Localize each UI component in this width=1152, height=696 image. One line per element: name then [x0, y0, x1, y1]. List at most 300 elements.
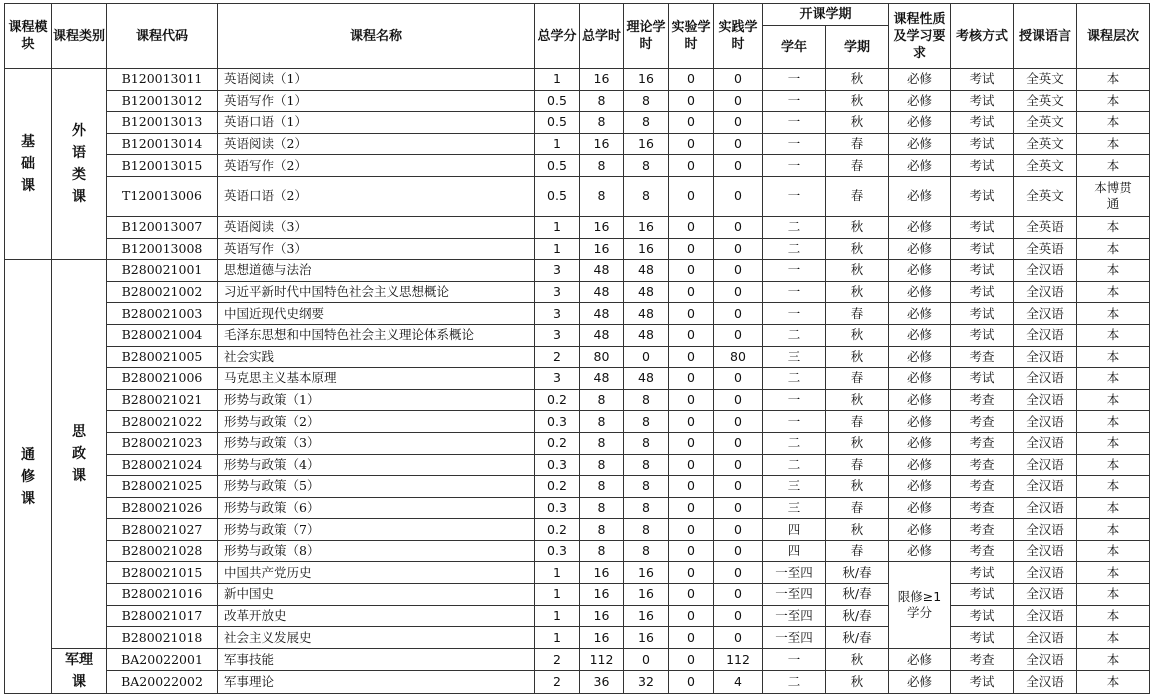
lab-hours: 0	[669, 281, 714, 303]
assessment-method: 考查	[951, 519, 1014, 541]
module-cell: 基础课	[5, 69, 52, 260]
course-name: 新中国史	[218, 584, 535, 606]
assessment-method: 考试	[951, 281, 1014, 303]
total-hours: 16	[580, 238, 624, 260]
course-level: 本	[1077, 411, 1150, 433]
teaching-language: 全汉语	[1014, 454, 1077, 476]
assessment-method: 考查	[951, 454, 1014, 476]
assessment-method: 考试	[951, 671, 1014, 694]
assessment-method: 考查	[951, 346, 1014, 368]
course-name: 形势与政策（6）	[218, 497, 535, 519]
course-level: 本	[1077, 389, 1150, 411]
course-name: 形势与政策（4）	[218, 454, 535, 476]
lab-hours: 0	[669, 454, 714, 476]
lab-hours: 0	[669, 627, 714, 649]
theory-hours: 8	[624, 155, 669, 177]
theory-hours: 16	[624, 238, 669, 260]
table-row	[5, 346, 1150, 368]
teaching-language: 全汉语	[1014, 540, 1077, 562]
table-row	[5, 216, 1150, 238]
term-year: 四	[763, 540, 826, 562]
course-code: T120013006	[107, 176, 218, 216]
term-year: 二	[763, 454, 826, 476]
course-code: B280021021	[107, 389, 218, 411]
table-row	[5, 133, 1150, 155]
term-year: 一至四	[763, 562, 826, 584]
credits: 1	[535, 133, 580, 155]
assessment-method: 考试	[951, 368, 1014, 390]
term-semester: 春	[826, 454, 889, 476]
course-nature: 必修	[889, 368, 951, 390]
practice-hours: 0	[714, 238, 763, 260]
practice-hours: 0	[714, 281, 763, 303]
course-nature: 必修	[889, 216, 951, 238]
teaching-language: 全汉语	[1014, 324, 1077, 346]
table-row	[5, 238, 1150, 260]
course-nature: 必修	[889, 324, 951, 346]
course-level: 本	[1077, 281, 1150, 303]
assessment-method: 考查	[951, 476, 1014, 498]
practice-hours: 4	[714, 671, 763, 694]
assessment-method: 考试	[951, 260, 1014, 282]
term-semester: 秋	[826, 519, 889, 541]
total-hours: 8	[580, 540, 624, 562]
practice-hours: 0	[714, 432, 763, 454]
practice-hours: 0	[714, 497, 763, 519]
total-hours: 8	[580, 90, 624, 112]
course-level: 本	[1077, 519, 1150, 541]
term-semester: 秋	[826, 648, 889, 671]
header-total-hours: 总学时	[580, 4, 624, 69]
term-year: 一至四	[763, 627, 826, 649]
course-nature: 必修	[889, 346, 951, 368]
teaching-language: 全英语	[1014, 216, 1077, 238]
course-level: 本博贯通	[1077, 176, 1150, 216]
credits: 1	[535, 238, 580, 260]
course-code: B280021024	[107, 454, 218, 476]
table-row	[5, 519, 1150, 541]
table-row	[5, 648, 1150, 671]
course-code: B120013011	[107, 69, 218, 91]
practice-hours: 0	[714, 519, 763, 541]
course-level: 本	[1077, 69, 1150, 91]
total-hours: 8	[580, 176, 624, 216]
course-level: 本	[1077, 112, 1150, 134]
course-nature: 必修	[889, 411, 951, 433]
credits: 1	[535, 605, 580, 627]
header-level: 课程层次	[1077, 4, 1150, 69]
course-name: 英语阅读（1）	[218, 69, 535, 91]
credits: 1	[535, 562, 580, 584]
lab-hours: 0	[669, 346, 714, 368]
assessment-method: 考试	[951, 238, 1014, 260]
total-hours: 36	[580, 671, 624, 694]
course-code: B280021006	[107, 368, 218, 390]
total-hours: 112	[580, 648, 624, 671]
total-hours: 16	[580, 69, 624, 91]
credits: 3	[535, 281, 580, 303]
course-nature: 必修	[889, 133, 951, 155]
term-year: 一	[763, 155, 826, 177]
lab-hours: 0	[669, 260, 714, 282]
course-level: 本	[1077, 562, 1150, 584]
assessment-method: 考试	[951, 90, 1014, 112]
course-level: 本	[1077, 540, 1150, 562]
teaching-language: 全汉语	[1014, 476, 1077, 498]
credits: 1	[535, 627, 580, 649]
assessment-method: 考查	[951, 540, 1014, 562]
teaching-language: 全汉语	[1014, 260, 1077, 282]
practice-hours: 0	[714, 324, 763, 346]
credits: 0.2	[535, 519, 580, 541]
course-name: 改革开放史	[218, 605, 535, 627]
total-hours: 16	[580, 627, 624, 649]
credits: 0.5	[535, 155, 580, 177]
lab-hours: 0	[669, 303, 714, 325]
term-year: 一	[763, 112, 826, 134]
credits: 2	[535, 671, 580, 694]
category-cell: 思政课	[52, 260, 107, 649]
header-code: 课程代码	[107, 4, 218, 69]
assessment-method: 考查	[951, 411, 1014, 433]
assessment-method: 考试	[951, 216, 1014, 238]
practice-hours: 0	[714, 454, 763, 476]
course-name: 社会实践	[218, 346, 535, 368]
course-nature: 必修	[889, 519, 951, 541]
lab-hours: 0	[669, 324, 714, 346]
lab-hours: 0	[669, 133, 714, 155]
total-hours: 16	[580, 562, 624, 584]
term-year: 一至四	[763, 605, 826, 627]
term-year: 三	[763, 476, 826, 498]
practice-hours: 112	[714, 648, 763, 671]
course-level: 本	[1077, 605, 1150, 627]
total-hours: 8	[580, 389, 624, 411]
practice-hours: 0	[714, 303, 763, 325]
term-year: 一	[763, 281, 826, 303]
theory-hours: 32	[624, 671, 669, 694]
assessment-method: 考查	[951, 648, 1014, 671]
total-hours: 48	[580, 260, 624, 282]
table-row	[5, 671, 1150, 694]
course-name: 英语写作（3）	[218, 238, 535, 260]
term-year: 一	[763, 260, 826, 282]
theory-hours: 8	[624, 389, 669, 411]
course-nature: 必修	[889, 648, 951, 671]
category-cell: 军理课	[52, 648, 107, 693]
lab-hours: 0	[669, 432, 714, 454]
course-level: 本	[1077, 368, 1150, 390]
total-hours: 48	[580, 281, 624, 303]
term-year: 三	[763, 346, 826, 368]
course-nature: 必修	[889, 389, 951, 411]
course-code: B120013015	[107, 155, 218, 177]
teaching-language: 全汉语	[1014, 432, 1077, 454]
lab-hours: 0	[669, 671, 714, 694]
theory-hours: 48	[624, 281, 669, 303]
course-level: 本	[1077, 238, 1150, 260]
teaching-language: 全汉语	[1014, 281, 1077, 303]
table-row	[5, 176, 1150, 216]
term-year: 一	[763, 69, 826, 91]
term-semester: 春	[826, 540, 889, 562]
course-code: B280021002	[107, 281, 218, 303]
term-year: 一	[763, 648, 826, 671]
credits: 1	[535, 69, 580, 91]
table-row	[5, 432, 1150, 454]
total-hours: 16	[580, 216, 624, 238]
lab-hours: 0	[669, 238, 714, 260]
total-hours: 8	[580, 112, 624, 134]
course-name: 英语口语（2）	[218, 176, 535, 216]
teaching-language: 全英文	[1014, 112, 1077, 134]
total-hours: 48	[580, 303, 624, 325]
lab-hours: 0	[669, 497, 714, 519]
teaching-language: 全英语	[1014, 238, 1077, 260]
theory-hours: 8	[624, 90, 669, 112]
theory-hours: 48	[624, 303, 669, 325]
course-name: 形势与政策（5）	[218, 476, 535, 498]
assessment-method: 考试	[951, 69, 1014, 91]
lab-hours: 0	[669, 112, 714, 134]
practice-hours: 0	[714, 112, 763, 134]
course-code: B280021017	[107, 605, 218, 627]
course-name: 社会主义发展史	[218, 627, 535, 649]
term-year: 二	[763, 368, 826, 390]
course-name: 英语写作（1）	[218, 90, 535, 112]
theory-hours: 16	[624, 133, 669, 155]
theory-hours: 16	[624, 69, 669, 91]
header-lab-hours: 实验学时	[669, 4, 714, 69]
table-row	[5, 540, 1150, 562]
assessment-method: 考试	[951, 627, 1014, 649]
course-code: B280021025	[107, 476, 218, 498]
course-level: 本	[1077, 260, 1150, 282]
total-hours: 8	[580, 432, 624, 454]
table-row	[5, 155, 1150, 177]
practice-hours: 0	[714, 562, 763, 584]
theory-hours: 8	[624, 476, 669, 498]
assessment-method: 考试	[951, 562, 1014, 584]
theory-hours: 8	[624, 112, 669, 134]
table-row	[5, 454, 1150, 476]
header-term: 开课学期	[763, 4, 889, 26]
theory-hours: 8	[624, 519, 669, 541]
lab-hours: 0	[669, 90, 714, 112]
course-nature: 必修	[889, 540, 951, 562]
total-hours: 8	[580, 476, 624, 498]
table-row	[5, 90, 1150, 112]
course-name: 形势与政策（7）	[218, 519, 535, 541]
term-semester: 秋	[826, 324, 889, 346]
teaching-language: 全英文	[1014, 90, 1077, 112]
term-semester: 秋	[826, 671, 889, 694]
practice-hours: 0	[714, 133, 763, 155]
term-year: 二	[763, 238, 826, 260]
course-name: 形势与政策（1）	[218, 389, 535, 411]
course-nature: 必修	[889, 155, 951, 177]
term-year: 一	[763, 90, 826, 112]
total-hours: 48	[580, 368, 624, 390]
course-name: 英语写作（2）	[218, 155, 535, 177]
lab-hours: 0	[669, 69, 714, 91]
course-name: 英语口语（1）	[218, 112, 535, 134]
term-semester: 秋	[826, 260, 889, 282]
theory-hours: 16	[624, 627, 669, 649]
teaching-language: 全汉语	[1014, 303, 1077, 325]
course-code: B280021003	[107, 303, 218, 325]
practice-hours: 0	[714, 90, 763, 112]
term-semester: 春	[826, 303, 889, 325]
course-name: 毛泽东思想和中国特色社会主义理论体系概论	[218, 324, 535, 346]
course-level: 本	[1077, 303, 1150, 325]
teaching-language: 全汉语	[1014, 497, 1077, 519]
course-code: B120013013	[107, 112, 218, 134]
lab-hours: 0	[669, 216, 714, 238]
term-semester: 春	[826, 133, 889, 155]
term-semester: 春	[826, 497, 889, 519]
course-level: 本	[1077, 216, 1150, 238]
course-name: 军事技能	[218, 648, 535, 671]
course-nature: 必修	[889, 281, 951, 303]
theory-hours: 8	[624, 454, 669, 476]
teaching-language: 全汉语	[1014, 519, 1077, 541]
assessment-method: 考查	[951, 432, 1014, 454]
header-category: 课程类别	[52, 4, 107, 69]
assessment-method: 考试	[951, 176, 1014, 216]
practice-hours: 0	[714, 540, 763, 562]
credits: 0.5	[535, 90, 580, 112]
header-term-semester: 学期	[826, 26, 889, 69]
term-year: 一	[763, 133, 826, 155]
credits: 0.5	[535, 112, 580, 134]
course-code: BA20022001	[107, 648, 218, 671]
practice-hours: 0	[714, 389, 763, 411]
lab-hours: 0	[669, 411, 714, 433]
assessment-method: 考试	[951, 584, 1014, 606]
credits: 0.2	[535, 476, 580, 498]
course-code: B280021004	[107, 324, 218, 346]
total-hours: 48	[580, 324, 624, 346]
table-row	[5, 112, 1150, 134]
practice-hours: 0	[714, 476, 763, 498]
course-code: B280021001	[107, 260, 218, 282]
lab-hours: 0	[669, 562, 714, 584]
course-level: 本	[1077, 90, 1150, 112]
theory-hours: 16	[624, 584, 669, 606]
course-code: B120013008	[107, 238, 218, 260]
header-theory-hours: 理论学时	[624, 4, 669, 69]
theory-hours: 0	[624, 648, 669, 671]
course-level: 本	[1077, 497, 1150, 519]
course-name: 马克思主义基本原理	[218, 368, 535, 390]
course-code: B280021027	[107, 519, 218, 541]
lab-hours: 0	[669, 519, 714, 541]
term-semester: 秋	[826, 389, 889, 411]
total-hours: 16	[580, 605, 624, 627]
assessment-method: 考试	[951, 155, 1014, 177]
assessment-method: 考试	[951, 133, 1014, 155]
teaching-language: 全英文	[1014, 69, 1077, 91]
theory-hours: 16	[624, 216, 669, 238]
course-nature: 必修	[889, 238, 951, 260]
total-hours: 8	[580, 411, 624, 433]
table-row	[5, 627, 1150, 649]
course-level: 本	[1077, 324, 1150, 346]
course-name: 习近平新时代中国特色社会主义思想概论	[218, 281, 535, 303]
term-year: 二	[763, 432, 826, 454]
teaching-language: 全汉语	[1014, 389, 1077, 411]
term-year: 一	[763, 303, 826, 325]
theory-hours: 16	[624, 562, 669, 584]
course-code: B280021022	[107, 411, 218, 433]
term-semester: 秋	[826, 281, 889, 303]
category-cell: 外语类课	[52, 69, 107, 260]
lab-hours: 0	[669, 155, 714, 177]
header-assessment: 考核方式	[951, 4, 1014, 69]
theory-hours: 8	[624, 432, 669, 454]
total-hours: 16	[580, 133, 624, 155]
lab-hours: 0	[669, 368, 714, 390]
term-year: 一	[763, 411, 826, 433]
theory-hours: 48	[624, 324, 669, 346]
credits: 3	[535, 368, 580, 390]
lab-hours: 0	[669, 540, 714, 562]
term-semester: 秋	[826, 90, 889, 112]
lab-hours: 0	[669, 584, 714, 606]
table-row	[5, 324, 1150, 346]
header-language: 授课语言	[1014, 4, 1077, 69]
credits: 2	[535, 346, 580, 368]
term-year: 一至四	[763, 584, 826, 606]
header-credits: 总学分	[535, 4, 580, 69]
teaching-language: 全汉语	[1014, 368, 1077, 390]
course-nature: 必修	[889, 476, 951, 498]
practice-hours: 0	[714, 627, 763, 649]
course-nature: 必修	[889, 112, 951, 134]
course-nature: 必修	[889, 260, 951, 282]
table-row	[5, 389, 1150, 411]
table-row	[5, 497, 1150, 519]
term-year: 三	[763, 497, 826, 519]
term-semester: 秋	[826, 238, 889, 260]
curriculum-table	[4, 3, 1150, 694]
credits: 3	[535, 260, 580, 282]
table-body	[5, 69, 1150, 694]
lab-hours: 0	[669, 389, 714, 411]
term-year: 四	[763, 519, 826, 541]
course-name: 形势与政策（8）	[218, 540, 535, 562]
credits: 3	[535, 324, 580, 346]
term-semester: 秋	[826, 346, 889, 368]
teaching-language: 全汉语	[1014, 648, 1077, 671]
course-level: 本	[1077, 648, 1150, 671]
credits: 0.2	[535, 389, 580, 411]
course-nature: 必修	[889, 454, 951, 476]
course-name: 形势与政策（2）	[218, 411, 535, 433]
course-code: B280021023	[107, 432, 218, 454]
term-semester: 秋	[826, 476, 889, 498]
teaching-language: 全汉语	[1014, 627, 1077, 649]
table-row	[5, 562, 1150, 584]
lab-hours: 0	[669, 176, 714, 216]
term-semester: 秋	[826, 432, 889, 454]
term-semester: 秋/春	[826, 584, 889, 606]
lab-hours: 0	[669, 605, 714, 627]
course-code: B280021026	[107, 497, 218, 519]
course-code: B120013007	[107, 216, 218, 238]
course-nature: 必修	[889, 90, 951, 112]
